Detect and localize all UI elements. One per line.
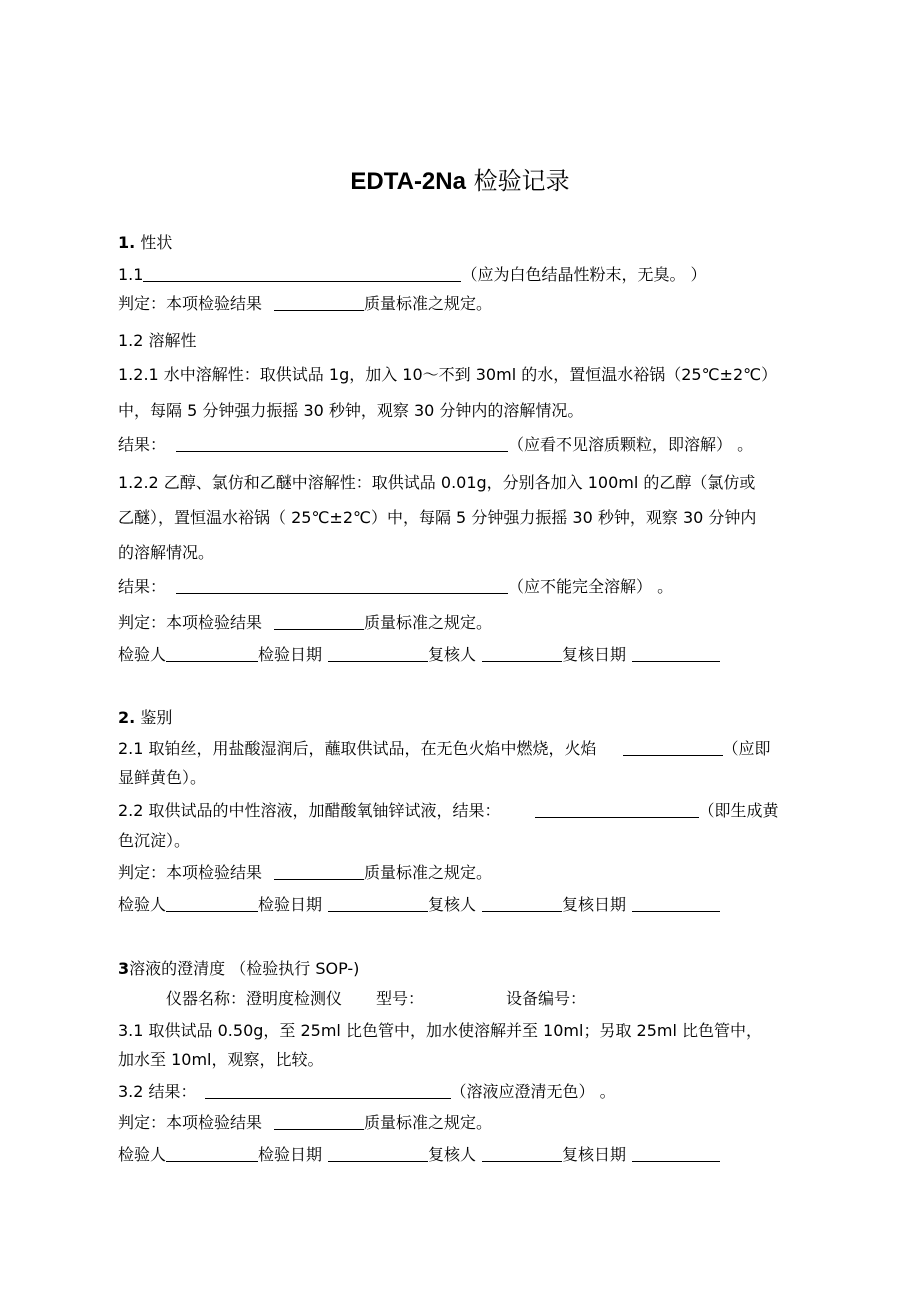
item-1-2-1-line2: 中，每隔 5 分钟强力振摇 30 秒钟，观察 30 分钟内的溶解情况。 <box>118 401 584 420</box>
item-1-1-blank[interactable] <box>143 265 461 282</box>
inspect-date-blank[interactable] <box>328 895 428 912</box>
item-1-2-2-line1: 1.2.2 乙醇、氯仿和乙醚中溶解性：取供试品 0.01g，分别各加入 100ml 的乙醇（氯仿或 <box>118 473 756 492</box>
item-2-1-tail: （应即 <box>722 739 771 758</box>
verdict-blank[interactable] <box>274 613 364 630</box>
instrument-row <box>166 988 866 1010</box>
inspect-date-blank[interactable] <box>328 645 428 662</box>
section-2-heading <box>118 707 818 729</box>
item-1-1 <box>118 264 818 286</box>
inspector-blank[interactable] <box>166 1145 258 1162</box>
verdict-blank[interactable] <box>274 863 364 880</box>
section-3-title: 溶液的澄清度 （检验执行 SOP-) <box>129 959 360 978</box>
review-date-blank[interactable] <box>632 1145 720 1162</box>
inspector-label: 检验人 <box>118 1145 167 1164</box>
inspect-date-label: 检验日期 <box>258 645 323 664</box>
inspector-blank[interactable] <box>166 645 258 662</box>
inspect-date-label: 检验日期 <box>258 1145 323 1164</box>
result-2 <box>118 576 818 598</box>
section-3-number: 3 <box>118 959 130 978</box>
review-date-label: 复核日期 <box>562 1145 627 1164</box>
signature-row-1 <box>118 644 818 666</box>
item-2-2-text: 2.2 取供试品的中性溶液，加醋酸氧铀锌试液，结果： <box>118 801 501 820</box>
verdict-3 <box>118 1112 818 1134</box>
section-1-heading <box>118 232 818 254</box>
reviewer-blank[interactable] <box>482 1145 562 1162</box>
verdict-1a <box>118 293 818 315</box>
result-2-note: （应不能完全溶解） 。 <box>508 577 674 596</box>
title-cjk: 检验记录 <box>473 167 570 195</box>
item-2-1-line2: 显鲜黄色）。 <box>118 768 207 787</box>
model-label: 型号： <box>376 989 425 1008</box>
review-date-blank[interactable] <box>632 645 720 662</box>
inspector-label: 检验人 <box>118 895 167 914</box>
verdict-prefix: 判定：本项检验结果 <box>118 1113 263 1132</box>
inspector-blank[interactable] <box>166 895 258 912</box>
instrument-name: 仪器名称：澄明度检测仪 <box>166 989 343 1008</box>
item-3-2-label: 3.2 结果： <box>118 1082 197 1101</box>
reviewer-blank[interactable] <box>482 895 562 912</box>
review-date-blank[interactable] <box>632 895 720 912</box>
verdict-blank[interactable] <box>274 1113 364 1130</box>
result-label: 结果： <box>118 435 167 454</box>
item-3-1-line2: 加水至 10ml，观察，比较。 <box>118 1050 324 1069</box>
item-1-2-1-line1: 1.2.1 水中溶解性：取供试品 1g，加入 10～不到 30ml 的水，置恒温水裕锅（25℃±2℃） <box>118 365 778 384</box>
equipment-number-label: 设备编号： <box>506 989 587 1008</box>
result-1-note: （应看不见溶质颗粒，即溶解） 。 <box>508 435 754 454</box>
review-date-label: 复核日期 <box>562 895 627 914</box>
inspector-label: 检验人 <box>118 645 167 664</box>
item-3-2-blank[interactable] <box>205 1082 451 1099</box>
verdict-prefix: 判定：本项检验结果 <box>118 863 263 882</box>
result-1 <box>118 434 818 456</box>
result-1-blank[interactable] <box>176 435 508 452</box>
item-3-1-line1: 3.1 取供试品 0.50g，至 25ml 比色管中，加水使溶解并至 10ml；另取 25ml 比色管中， <box>118 1021 763 1040</box>
verdict-suffix: 质量标准之规定。 <box>364 613 493 632</box>
item-3-2-note: （溶液应澄清无色） 。 <box>450 1082 616 1101</box>
section-3-heading <box>118 958 818 980</box>
verdict-1b <box>118 612 818 634</box>
verdict-blank[interactable] <box>274 294 364 311</box>
item-1-2-heading: 1.2 溶解性 <box>118 331 197 350</box>
verdict-suffix: 质量标准之规定。 <box>364 294 493 313</box>
item-2-1-text: 2.1 取铂丝，用盐酸湿润后，蘸取供试品，在无色火焰中燃烧，火焰 <box>118 739 597 758</box>
inspect-date-blank[interactable] <box>328 1145 428 1162</box>
signature-row-3 <box>118 1144 818 1166</box>
signature-row-2 <box>118 894 818 916</box>
item-1-1-note: （应为白色结晶性粉末，无臭。 ） <box>461 265 707 284</box>
item-1-2-2-line3: 的溶解情况。 <box>118 543 215 562</box>
item-1-1-number: 1.1 <box>118 265 144 284</box>
section-2-title: 鉴别 <box>140 708 173 727</box>
item-2-2-line2: 色沉淀）。 <box>118 831 191 850</box>
item-2-2-line1 <box>118 800 818 822</box>
verdict-prefix: 判定：本项检验结果 <box>118 613 263 632</box>
result-label: 结果： <box>118 577 167 596</box>
item-2-1-blank[interactable] <box>623 739 723 756</box>
item-2-2-blank[interactable] <box>535 801 699 818</box>
section-1-number: 1. <box>118 233 136 252</box>
verdict-suffix: 质量标准之规定。 <box>364 1113 493 1132</box>
item-3-2 <box>118 1081 818 1103</box>
verdict-suffix: 质量标准之规定。 <box>364 863 493 882</box>
document-title <box>0 166 920 197</box>
verdict-prefix: 判定：本项检验结果 <box>118 294 263 313</box>
inspect-date-label: 检验日期 <box>258 895 323 914</box>
item-2-2-tail: （即生成黄 <box>698 801 779 820</box>
reviewer-label: 复核人 <box>428 895 477 914</box>
reviewer-blank[interactable] <box>482 645 562 662</box>
item-1-2-2-line2: 乙醚），置恒温水裕锅（ 25℃±2℃）中，每隔 5 分钟强力振摇 30 秒钟，观察 30 分钟内 <box>118 508 757 527</box>
reviewer-label: 复核人 <box>428 1145 477 1164</box>
item-2-1-line1 <box>118 738 818 760</box>
verdict-2 <box>118 862 818 884</box>
review-date-label: 复核日期 <box>562 645 627 664</box>
section-1-title: 性状 <box>140 233 173 252</box>
title-latin: EDTA-2Na <box>350 168 466 195</box>
section-2-number: 2. <box>118 708 136 727</box>
reviewer-label: 复核人 <box>428 645 477 664</box>
result-2-blank[interactable] <box>176 577 508 594</box>
